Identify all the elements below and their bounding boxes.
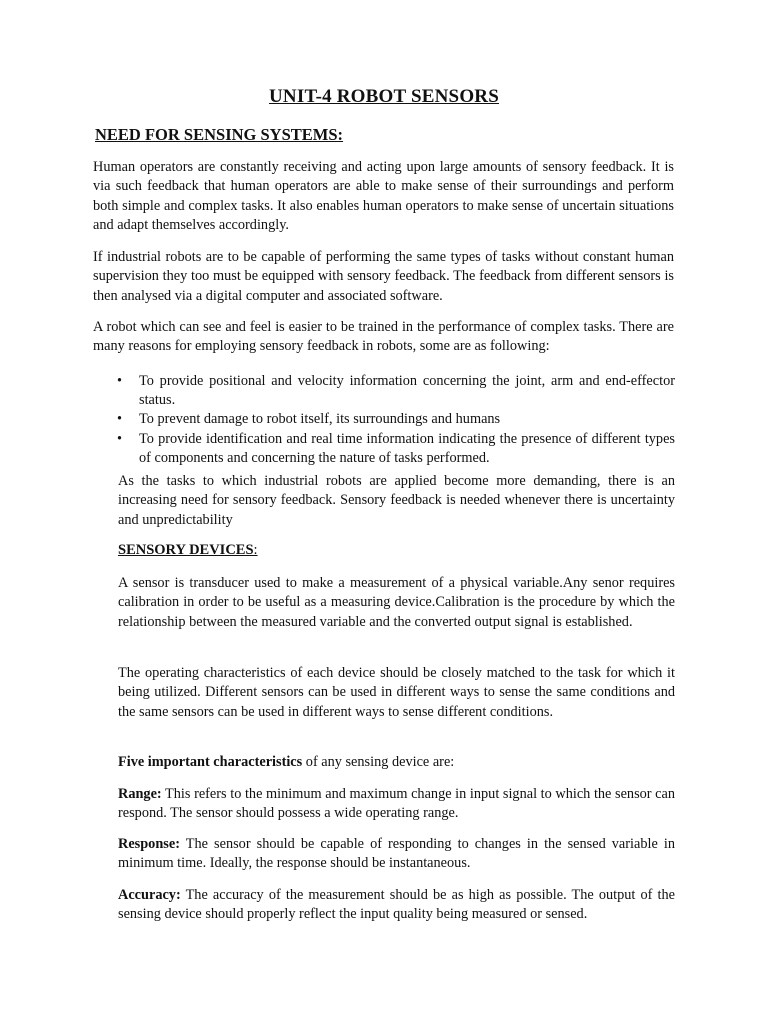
section-heading-sensory-devices: [118, 542, 258, 559]
paragraph-range: [118, 785, 675, 824]
page-title: UNIT-4 ROBOT SENSORS: [269, 86, 499, 107]
characteristics-intro-bold: Five important characteristics: [118, 754, 303, 770]
accuracy-text: The accuracy of the measurement should be as high as possible. The output of the sensing device should properly reflect the input quality being measured or sensed.: [118, 887, 675, 923]
paragraph-accuracy: [118, 886, 675, 925]
reasons-list: [117, 372, 675, 468]
list-item: [117, 372, 675, 410]
response-label: Response:: [118, 836, 180, 852]
characteristics-intro-rest: of any sensing device are:: [302, 754, 455, 770]
list-item: [117, 410, 675, 429]
section-heading-text: SENSORY DEVICES: [118, 542, 254, 558]
bullet-icon: •: [117, 430, 123, 447]
response-text: The sensor should be capable of responding to changes in the sensed variable in minimum time. Ideally, the response should be instantaneous.: [118, 836, 675, 872]
range-label: Range:: [118, 786, 162, 802]
section-heading-colon: :: [253, 542, 258, 558]
paragraph-industrial-robots: If industrial robots are to be capable of performing the same types of tasks without constant human supervision they too must be equipped with sensory feedback. The feedback from different sensors is then analysed via a digital computer and associated software.: [93, 249, 674, 304]
paragraph-tasks-demanding: As the tasks to which industrial robots are applied become more demanding, there is an increasing need for sensory feedback. Sensory feedback is needed whenever there is uncertainty and unpredictability: [118, 473, 675, 528]
list-item: [117, 430, 675, 468]
list-item-text: To prevent damage to robot itself, its surroundings and humans: [139, 411, 501, 428]
accuracy-label: Accuracy:: [118, 887, 181, 903]
range-text: This refers to the minimum and maximum change in input signal to which the sensor can respond. The sensor should possess a wide operating range.: [118, 786, 675, 822]
paragraph-sensor-definition: A sensor is transducer used to make a measurement of a physical variable.Any senor requires calibration in order to be useful as a measuring device.Calibration is the procedure by which the relationship between the measured variable and the converted output signal is established.: [118, 575, 675, 630]
paragraph-robot-see-feel: A robot which can see and feel is easier to be trained in the performance of complex tasks. There are many reasons for employing sensory feedback in robots, some are as following:: [93, 319, 674, 355]
paragraph-characteristics-intro: [118, 753, 675, 772]
bullet-icon: •: [117, 373, 123, 389]
section-heading-need-for-sensing: NEED FOR SENSING SYSTEMS:: [95, 125, 344, 144]
paragraph-human-operators: Human operators are constantly receiving and acting upon large amounts of sensory feedback. It is via such feedback that human operators are able to make sense of their surroundings and perform both simple and complex tasks. It also enables human operators to make sense of uncertain situations and adapt themselves accordingly.: [93, 159, 674, 234]
paragraph-operating-characteristics: The operating characteristics of each device should be closely matched to the task for which it being utilized. Different sensors can be used in different ways to sense the same conditions and the same sensors can be used in different ways to sense different conditions.: [118, 665, 675, 720]
list-item-text: To provide positional and velocity information concerning the joint, arm and end-effector status.: [139, 373, 675, 409]
paragraph-response: [118, 835, 675, 874]
list-item-text: To provide identification and real time information indicating the presence of different types of components and concerning the nature of tasks performed.: [139, 430, 675, 466]
bullet-icon: •: [117, 411, 123, 428]
